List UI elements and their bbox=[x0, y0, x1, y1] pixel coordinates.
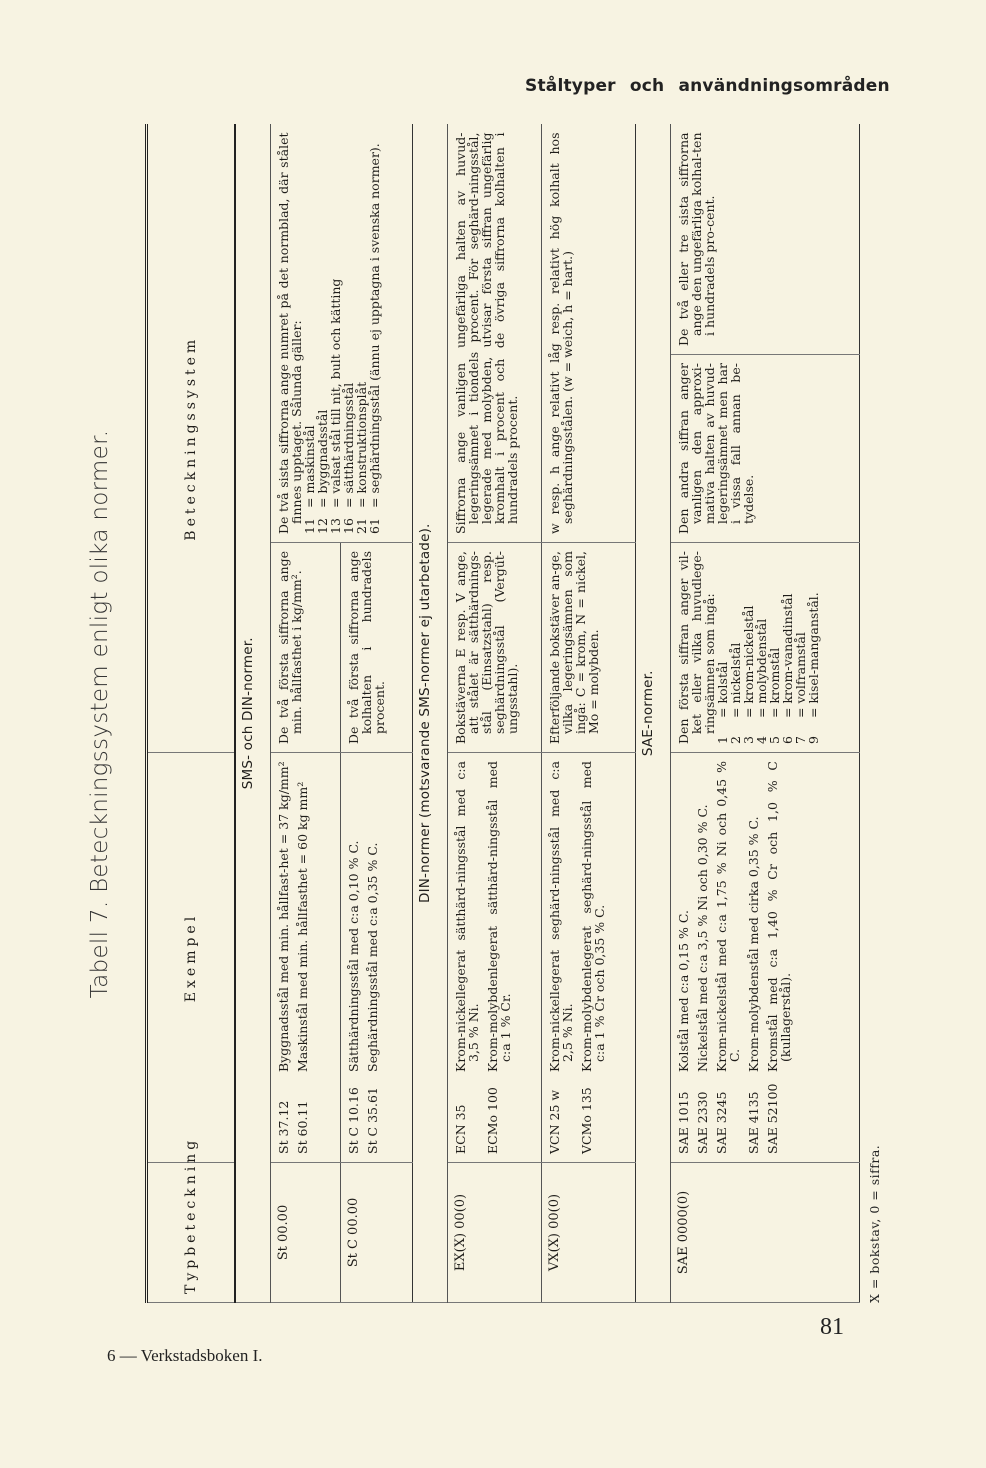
description-cell bbox=[542, 543, 635, 753]
description-cell bbox=[670, 543, 859, 753]
list-item: 3 = krom-nickelstål bbox=[740, 605, 756, 744]
list-item: 2 = nickelstål bbox=[727, 642, 743, 744]
example-code: ECN 35 bbox=[452, 1104, 468, 1154]
description-text: Efterföljande bokstäver an-ge, vilka legeringsämnen som ingå: C = krom, N = nickel, Mo = molybden. bbox=[547, 551, 602, 744]
example-text: Byggnadsstål med min. hållfast-het = 37 kg/mm² bbox=[276, 761, 291, 1072]
description-cell bbox=[447, 543, 542, 753]
description-text: Bokstäverna E resp. V ange, att stålet är sätthärdnings-stål (Einsatzstahl) resp. seghärdningsstål (Vergüt-ungsstahl). bbox=[452, 551, 520, 744]
table-caption: Tabell 7. Beteckningssystem enligt olika normer. bbox=[87, 429, 113, 999]
description-text: De två första siffrorna ange kolhalten i hundradels procent. bbox=[346, 551, 388, 744]
list-item: 11 = maskinstål bbox=[302, 425, 317, 534]
description-text: Den andra siffran anger vanligen den approxi-mativa halten av huvud-legeringsämnet men har i vissa fall annan be-tydelse. bbox=[675, 363, 756, 534]
examples-cell bbox=[341, 753, 413, 1163]
example-code: St C 35.61 bbox=[365, 1087, 381, 1154]
examples-cell bbox=[447, 753, 542, 1163]
example-item bbox=[486, 761, 512, 1154]
example-item bbox=[580, 761, 606, 1154]
example-code: ECMo 100 bbox=[484, 1087, 500, 1154]
example-item bbox=[548, 761, 574, 1154]
section-title: SAE-normer. bbox=[635, 125, 670, 1303]
footer-note: 6 — Verkstadsboken I. bbox=[107, 1346, 263, 1365]
table-row bbox=[670, 125, 859, 1303]
table-row bbox=[447, 125, 542, 1303]
example-item bbox=[296, 761, 309, 1154]
description-text: Den första siffran anger vil-ket eller vilka huvudlege-ringsämnen som ingå: bbox=[675, 551, 717, 744]
example-code: VCMo 135 bbox=[579, 1087, 595, 1154]
table-row bbox=[542, 125, 635, 1303]
examples-cell bbox=[670, 753, 859, 1163]
table-row bbox=[271, 125, 341, 1303]
designation-table bbox=[145, 125, 860, 1304]
example-text: Maskinstål med min. hållfasthet = 60 kg mm² bbox=[295, 781, 310, 1072]
rotated-table-wrapper bbox=[87, 125, 882, 1303]
header-typbeteckning: Typbeteckning bbox=[147, 1163, 236, 1303]
type-designation: St C 00.00 bbox=[341, 1163, 413, 1303]
example-text: Krom-molybdenlegerat sätthärd-ningsstål med c:a 1 % Cr. bbox=[484, 761, 513, 1072]
list-item: 4 = molybdenstål bbox=[753, 618, 769, 744]
description-cell-normblad bbox=[271, 125, 413, 543]
example-text: Sätthärdningsstål med c:a 0,10 % C. bbox=[346, 840, 362, 1072]
list-item: 1 = kolstål bbox=[714, 661, 730, 744]
list-item: 7 = volframstål bbox=[792, 632, 808, 744]
rotated-table-stage bbox=[87, 125, 882, 1303]
section-title: DIN-normer (motsvarande SMS-normer ej utarbetade). bbox=[412, 125, 447, 1303]
section-title: SMS- och DIN-normer. bbox=[235, 125, 271, 1303]
type-designation: SAE 0000(0) bbox=[670, 1163, 859, 1303]
example-text: Seghärdningsstål med c:a 0,35 % C. bbox=[365, 842, 381, 1072]
example-item bbox=[454, 761, 480, 1154]
section-sms-din bbox=[235, 125, 271, 1303]
description-cell bbox=[271, 543, 341, 753]
header-row bbox=[147, 125, 236, 1303]
description-cell bbox=[447, 125, 542, 543]
list-item: 61 = seghärdningsstål (ännu ej upptagna i svenska normer). bbox=[367, 143, 382, 534]
header-beteckningssystem: Beteckningssystem bbox=[147, 125, 236, 753]
example-item: SAE 3245 Krom-nickelstål med c:a 1,75 % Ni och 0,45 % C. bbox=[713, 761, 742, 1154]
example-text: Krom-nickellegerat sätthärd-ningsstål med c:a 3,5 % Ni. bbox=[452, 761, 481, 1072]
list-item: 9 = kisel-manganstål. bbox=[805, 592, 821, 744]
type-designation: St 00.00 bbox=[271, 1163, 341, 1303]
description-text: w resp. h ange relativt låg resp. relativt hög kolhalt hos seghärdningsstålen. (w = weich, h = hart.) bbox=[547, 132, 576, 534]
example-code: St 37.12 bbox=[276, 1100, 291, 1154]
description-text: De två eller tre sista siffrorna ange den ungefärliga kolhal-ten i hundradels pro-cent. bbox=[675, 132, 717, 346]
examples-cell bbox=[542, 753, 635, 1163]
example-item: SAE 52100 Kromstål med c:a 1,40 % Cr och 1,0 % C (kullagerstål). bbox=[764, 761, 793, 1154]
description-cell bbox=[670, 125, 859, 355]
example-item bbox=[277, 761, 290, 1154]
example-text: Krom-molybdenlegerat seghärd-ningsstål med c:a 1 % Cr och 0,35 % C. bbox=[579, 761, 608, 1072]
description-cell bbox=[670, 355, 859, 543]
type-designation: VX(X) 00(0) bbox=[542, 1163, 635, 1303]
description-text: De två sista siffrorna ange numret på det normblad, där stålet finnes upptaget. Sålunda gäller: bbox=[276, 132, 304, 534]
section-sae bbox=[635, 125, 670, 1303]
list-item: 21 = konstruktionsplåt bbox=[354, 381, 369, 534]
type-designation: EX(X) 00(0) bbox=[447, 1163, 542, 1303]
list-item: 16 = sätthärdningsstål bbox=[341, 382, 356, 534]
section-din bbox=[412, 125, 447, 1303]
description-cell bbox=[341, 543, 413, 753]
example-item bbox=[347, 761, 360, 1154]
example-item: SAE 4135 Krom-molybdenstål med cirka 0,35 % C. bbox=[745, 816, 761, 1154]
running-head: Ståltyper och användningsområden bbox=[525, 76, 890, 96]
examples-cell bbox=[271, 753, 341, 1163]
example-item bbox=[366, 761, 379, 1154]
description-cell bbox=[542, 125, 635, 543]
list-item: 6 = krom-vanadinstål bbox=[779, 593, 795, 744]
example-code: St 60.11 bbox=[295, 1100, 310, 1154]
list-item: 12 = byggnadsstål bbox=[315, 409, 330, 534]
list-item: 13 = valsat stål till nit, bult och kätting bbox=[328, 278, 343, 534]
page-number: 81 bbox=[820, 1314, 844, 1340]
example-text: Krom-nickellegerat seghärd-ningsstål med c:a 2,5 % Ni. bbox=[547, 761, 576, 1072]
table-legend: X = bokstav, 0 = siffra. bbox=[867, 1144, 882, 1303]
description-text: Siffrorna ange vanligen ungefärliga halten av huvud-legeringsämnet i tiondels procent. För seghärd-ningsstål, legerade med molybden, utvisar första siffran ungefärlig kromhalt i procent och de övriga siffrorna kolhalten i hundradels procent. bbox=[452, 132, 520, 534]
description-text: De två första siffrorna ange min. hållfasthet i kg/mm². bbox=[276, 551, 304, 744]
header-exempel: Exempel bbox=[147, 753, 236, 1163]
list-item: 5 = kromstål bbox=[766, 647, 782, 744]
example-item: SAE 2330 Nickelstål med c:a 3,5 % Ni och 0,30 % C. bbox=[694, 804, 710, 1154]
example-code: VCN 25 w bbox=[547, 1089, 563, 1154]
example-code: St C 10.16 bbox=[346, 1087, 362, 1154]
example-item: SAE 1015 Kolstål med c:a 0,15 % C. bbox=[675, 910, 691, 1154]
